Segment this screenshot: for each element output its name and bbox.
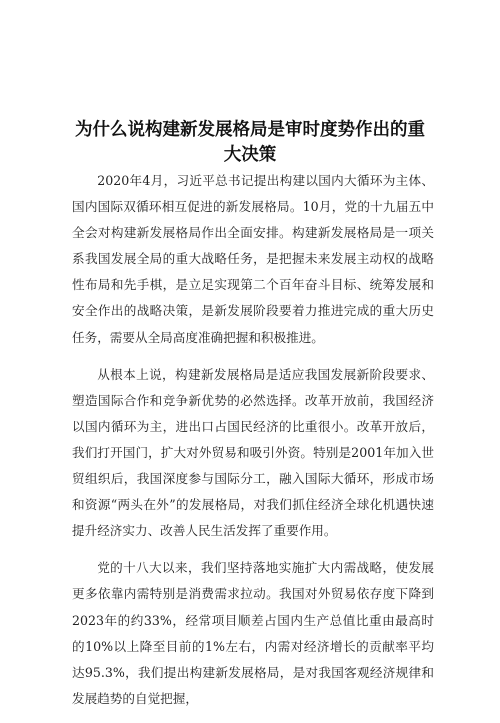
paragraph-2: 从根本上说，构建新发展格局是适应我国发展新阶段要求、塑造国际合作和竞争新优势的必然选择。改革开放前，我国经济以国内循环为主，进出口占国民经济的比重很小。改革开放后，我们打开国门，扩大对外贸易和吸引外资。特别是2001年加入世贸组织后，我国深度参与国际分工，融入国际大循环，形成市场和资源“两头在外”的发展格局，对我们抓住经济全球化机遇快速提升经济实力、改善人民生活发挥了重要作用。: [72, 366, 434, 539]
paragraph-1: 2020年4月，习近平总书记提出构建以国内大循环为主体、国内国际双循环相互促进的新发展格局。10月，党的十九届五中全会对构建新发展格局作出全面安排。构建新发展格局是一项关系我国发展全局的重大战略任务，是把握未来发展主动权的战略性布局和先手棋，是立足实现第二个百年奋斗目标、统筹发展和安全作出的战略决策，是新发展阶段要着力推进完成的重大历史任务，需要从全局高度准确把握和积极推进。: [72, 173, 434, 345]
paragraph-3: 党的十八大以来，我们坚持落地实施扩大内需战略，使发展更多依靠内需特别是消费需求拉动。我国对外贸易依存度下降到2023年的约33%，经常项目顺差占国内生产总值比重由最高时的10%以上降至目前的1%左右，内需对经济增长的贡献率平均达95.3%，我们提出构建新发展格局，是对我国客观经济规律和发展趋势的自觉把握，: [72, 560, 434, 706]
document-title: 为什么说构建新发展格局是审时度势作出的重大决策: [75, 120, 425, 165]
document-body: [72, 168, 434, 723]
